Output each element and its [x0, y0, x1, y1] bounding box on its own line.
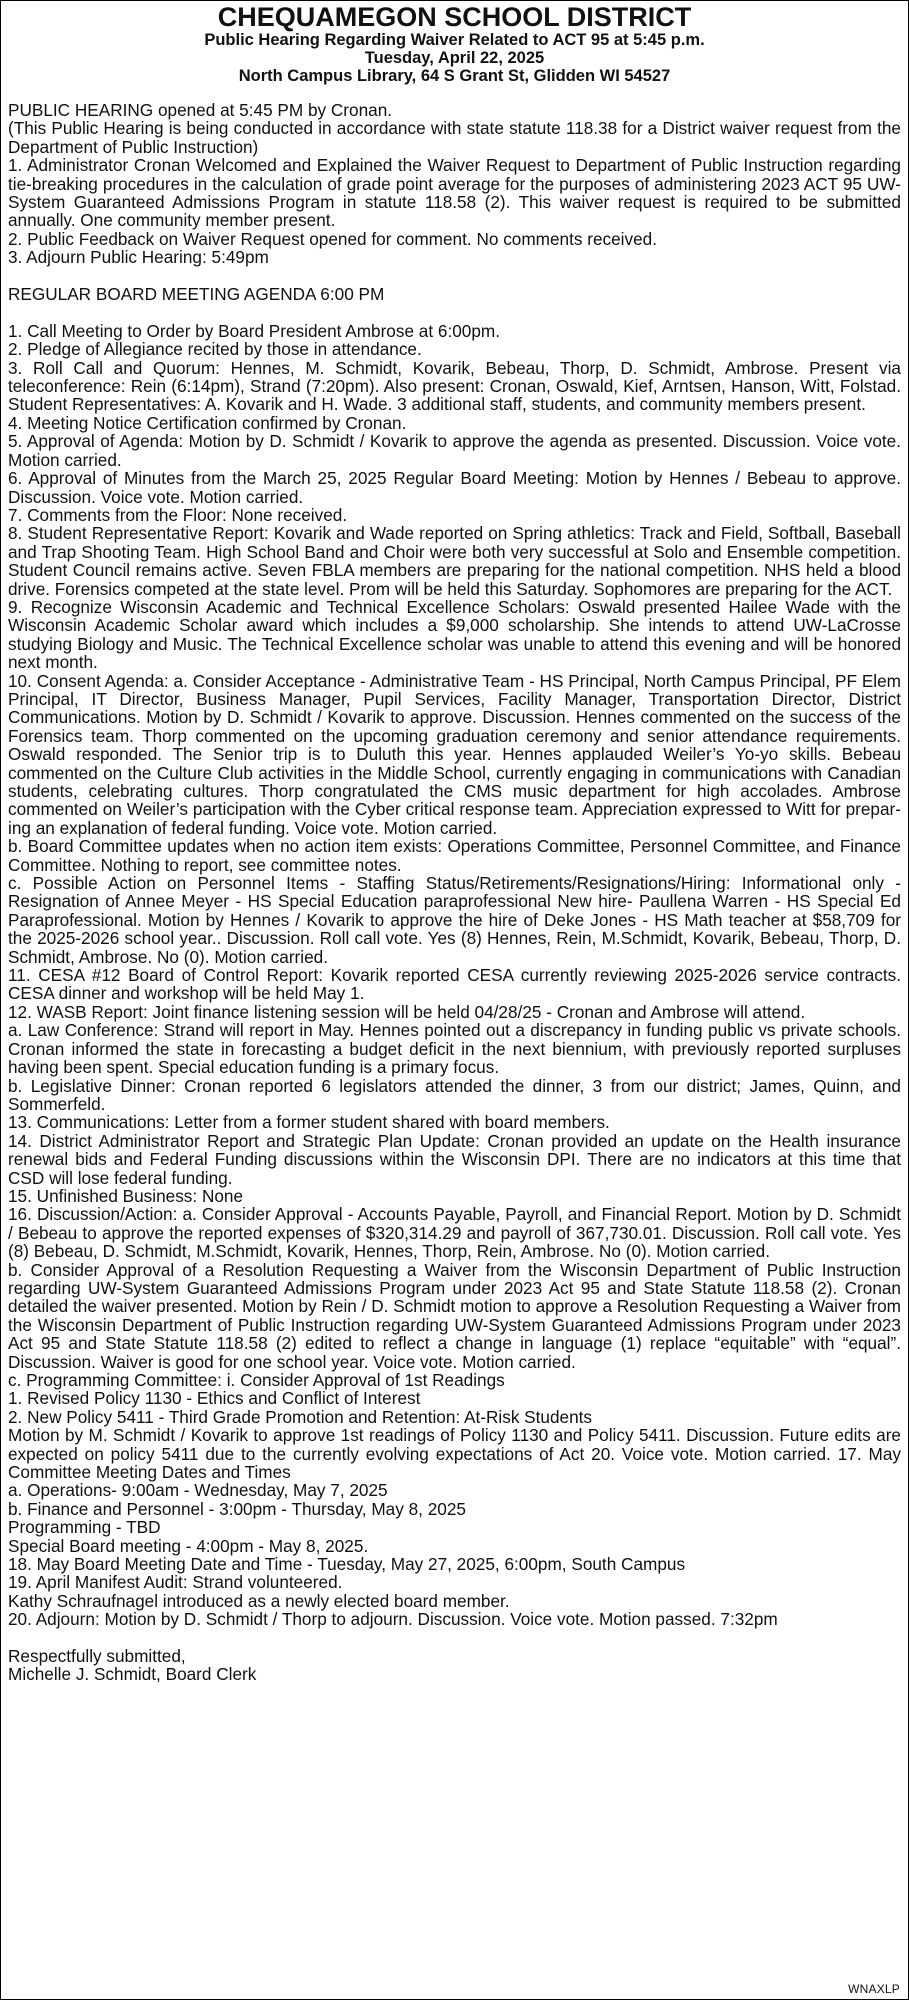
agenda-item: b. Finance and Personnel - 3:00pm - Thursday, May 8, 2025 — [8, 1498, 466, 1519]
hearing-paragraph: 1. Administrator Cronan Welcomed and Explained the Waiver Request to Department of Public Instruction regarding tie-breaking procedures in the calculation of grade point average for the purposes of administering 2023 ACT 95 UW-System Guaranteed Admissions Program in statute 118.58 (2). This waiver request is required to be submitted annually. One community member present. — [8, 155, 901, 231]
hearing-paragraph: (This Public Hearing is being conducted in accordance with state statute 118.38 for a District waiver request from the Department of Public Instruction) — [8, 118, 901, 157]
agenda-item: 7. Comments from the Floor: None received. — [8, 504, 348, 525]
hearing-subtitle: Public Hearing Regarding Waiver Related to ACT 95 at 5:45 p.m. — [204, 31, 705, 49]
agenda-item: b. Consider Approval of a Resolution Requesting a Waiver from the Wisconsin Department of Public Instruction regarding UW-System Guaranteed Admissions Program under 2023 Act 95 and State Statute 118.58 (2). Cronan detailed the waiver presented. Motion by Rein / D. Schmidt motion to approve a Resolution Requesting a Waiver from the Wisconsin Department of Public Instruction regarding UW-System Guaranteed Admissions Program under 2023 Act 95 and State Statute 118.58 (2) edited to reflect a change in language (1) replace “equitable” with “equal”. Discussion. Waiver is good for one school year. Voice vote. Motion carried. — [8, 1259, 901, 1372]
agenda-item: Special Board meeting - 4:00pm - May 8, 2025. — [8, 1535, 369, 1556]
agenda-item: 8. Student Representative Report: Kovarik and Wade reported on Spring athletics: Track and Field, Softball, Baseball and Trap Shooting Team. High School Band and Choir were both very successful at Solo and Ensemble competition. Student Council remains active. Seven FBLA members are preparing for the national competition. NHS held a blood drive. Forensics competed at the state level. Prom will be held this Saturday. Sophomores are preparing for the ACT. — [8, 523, 901, 599]
ad-code: WNAXLP — [848, 1982, 900, 1996]
agenda-item: 12. WASB Report: Joint finance listening session will be held 04/28/25 - Cronan and Ambrose will attend. — [8, 1001, 806, 1022]
agenda-item: 1. Call Meeting to Order by Board President Ambrose at 6:00pm. — [8, 320, 500, 341]
agenda-item: 15. Unfinished Business: None — [8, 1185, 244, 1206]
section-spacer — [8, 303, 901, 321]
agenda-item: 1. Revised Policy 1130 - Ethics and Conflict of Interest — [8, 1388, 421, 1409]
agenda-item: 2. Pledge of Allegiance recited by those in attendance. — [8, 339, 422, 360]
agenda-item: c. Programming Committee: i. Consider Approval of 1st Readings — [8, 1370, 505, 1390]
agenda-item: c. Possible Action on Personnel Items - Staffing Status/Retirements/Resignations/Hiring: Informational only - Resignation of Annee Meyer - HS Special Education paraprofessional New hire- Paullena Warren - HS Special Ed Paraprofessional. Motion by Hennes / Kovarik to approve the hire of Deke Jones - HS Math teacher at $58,709 for the 2025-2026 school year.. Discussion. Roll call vote. Yes (8) Hennes, Rein, M.Schmidt, Kovarik, Bebeau, Thorp, D. Schmidt, Ambrose. No (0). Motion carried. — [8, 873, 901, 967]
hearing-paragraph: 3. Adjourn Public Hearing: 5:49pm — [8, 247, 269, 268]
hearing-paragraph: 2. Public Feedback on Waiver Request opened for comment. No comments received. — [8, 228, 657, 249]
agenda-item: 11. CESA #12 Board of Control Report: Kovarik reported CESA currently reviewing 2025-2026 service contracts. CESA dinner and workshop will be held May 1. — [8, 965, 901, 1004]
agenda-item: 6. Approval of Minutes from the March 25, 2025 Regular Board Meeting: Motion by Hennes / Bebeau to approve. Discussion. Voice vote. Motion carried. — [8, 468, 901, 507]
district-title: CHEQUAMEGON SCHOOL DISTRICT — [217, 2, 692, 32]
agenda-item: 16. Discussion/Action: a. Consider Approval - Accounts Payable, Payroll, and Financial Report. Motion by D. Schmidt / Bebeau to approve the reported expenses of $320,314.29 and payroll of 367,730.01. Discussion. Roll call vote. Yes (8) Bebeau, D. Schmidt, M.Schmidt, Kovarik, Hennes, Thorp, Rein, Ambrose. No (0). Motion carried. — [8, 1204, 901, 1262]
meeting-date: Tuesday, April 22, 2025 — [364, 49, 545, 67]
agenda-item: 13. Communications: Letter from a former student shared with board members. — [8, 1112, 610, 1133]
agenda-item: 3. Roll Call and Quorum: Hennes, M. Schmidt, Kovarik, Bebeau, Thorp, D. Schmidt, Ambrose. Present via teleconference: Rein (6:14pm), Strand (7:20pm). Also present: Cronan, Oswald, Kief, Arntsen, Hanson, Witt, Folstad. Student Representatives: A. Kovarik and H. Wade. 3 additional staff, students, and community members present. — [8, 357, 901, 415]
agenda-item: 4. Meeting Notice Certification confirmed by Cronan. — [8, 412, 407, 433]
section-spacer — [8, 1629, 901, 1647]
meeting-heading: REGULAR BOARD MEETING AGENDA 6:00 PM — [8, 284, 385, 305]
agenda-item: 20. Adjourn: Motion by D. Schmidt / Thorp to adjourn. Discussion. Voice vote. Motion passed. 7:32pm — [8, 1609, 778, 1630]
agenda-item: 14. District Administrator Report and Strategic Plan Update: Cronan provided an update on the Health insurance renewal bids and Federal Funding discussions within the Wisconsin DPI. There are no indicators at this time that CSD will lose federal funding. — [8, 1130, 901, 1188]
agenda-item: b. Board Committee updates when no action item exists: Operations Committee, Personnel Committee, and Finance Committee. Nothing to report, see committee notes. — [8, 836, 901, 875]
closing-line: Respectfully submitted, — [8, 1646, 186, 1667]
agenda-item: a. Operations- 9:00am - Wednesday, May 7, 2025 — [8, 1480, 388, 1501]
agenda-item: 19. April Manifest Audit: Strand volunteered. — [8, 1572, 343, 1593]
hearing-paragraph: PUBLIC HEARING opened at 5:45 PM by Cronan. — [8, 100, 393, 120]
notice-header — [8, 4, 901, 85]
agenda-item: 10. Consent Agenda: a. Consider Acceptance - Administrative Team - HS Principal, North Campus Principal, PF Elem Principal, IT Director, Business Manager, Pupil Services, Facility Manager, Transportation Director, District Communications. Motion by D. Schmidt / Kovarik to approve. Discussion. Hennes commented on the success of the Forensics team. Thorp commented on the upcoming graduation ceremony and senior attendance requirements. Oswald responded. The Senior trip is to Duluth this year. Hennes applauded Weiler’s Yo-yo skills. Bebeau commented on the Culture Club activities in the Middle School, currently engaging in communications with Canadian students, celebrating cultures. Thorp congratulated the CMS music department for high accolades. Ambrose commented on Weiler’s participation with the Cyber critical response team. Appreciation expressed to Witt for preparing an explanation of federal funding. Voice vote. Motion carried. — [8, 670, 901, 838]
agenda-item: b. Legislative Dinner: Cronan reported 6 legislators attended the dinner, 3 from our district; James, Quinn, and Sommerfeld. — [8, 1075, 901, 1114]
agenda-item: 18. May Board Meeting Date and Time - Tuesday, May 27, 2025, 6:00pm, South Campus — [8, 1554, 686, 1575]
section-spacer — [8, 267, 901, 285]
meeting-location: North Campus Library, 64 S Grant St, Glidden WI 54527 — [238, 67, 671, 85]
notice-body — [8, 101, 901, 1684]
agenda-item: 5. Approval of Agenda: Motion by D. Schmidt / Kovarik to approve the agenda as presented. Discussion. Voice vote. Motion carried. — [8, 431, 901, 470]
agenda-item: a. Law Conference: Strand will report in May. Hennes pointed out a discrepancy in funding public vs private schools. Cronan informed the state in forecasting a budget deficit in the next biennium, with previously reported surpluses having been spent. Special education funding is a primary focus. — [8, 1020, 901, 1078]
agenda-item: 9. Recognize Wisconsin Academic and Technical Excellence Scholars: Oswald presented Hailee Wade with the Wisconsin Academic Scholar award which includes a $9,000 scholarship. She intends to attend UW-LaCrosse studying Biology and Music. The Technical Excellence scholar was unable to attend this evening and will be honored next month. — [8, 596, 901, 673]
agenda-item: 2. New Policy 5411 - Third Grade Promotion and Retention: At-Risk Students — [8, 1406, 593, 1427]
agenda-item: Programming - TBD — [8, 1517, 161, 1538]
signature-line: Michelle J. Schmidt, Board Clerk — [8, 1664, 257, 1685]
agenda-item: Kathy Schraufnagel introduced as a newly elected board member. — [8, 1590, 510, 1611]
public-hearing-section — [8, 101, 901, 267]
agenda-section — [8, 322, 901, 1629]
agenda-item: Motion by M. Schmidt / Kovarik to approve 1st readings of Policy 1130 and Policy 5411. Discussion. Future edits are expected on policy 5411 due to the currently evolving expectations of Act 20. Voice vote. Motion carried. 17. May Committee Meeting Dates and Times — [8, 1425, 901, 1483]
